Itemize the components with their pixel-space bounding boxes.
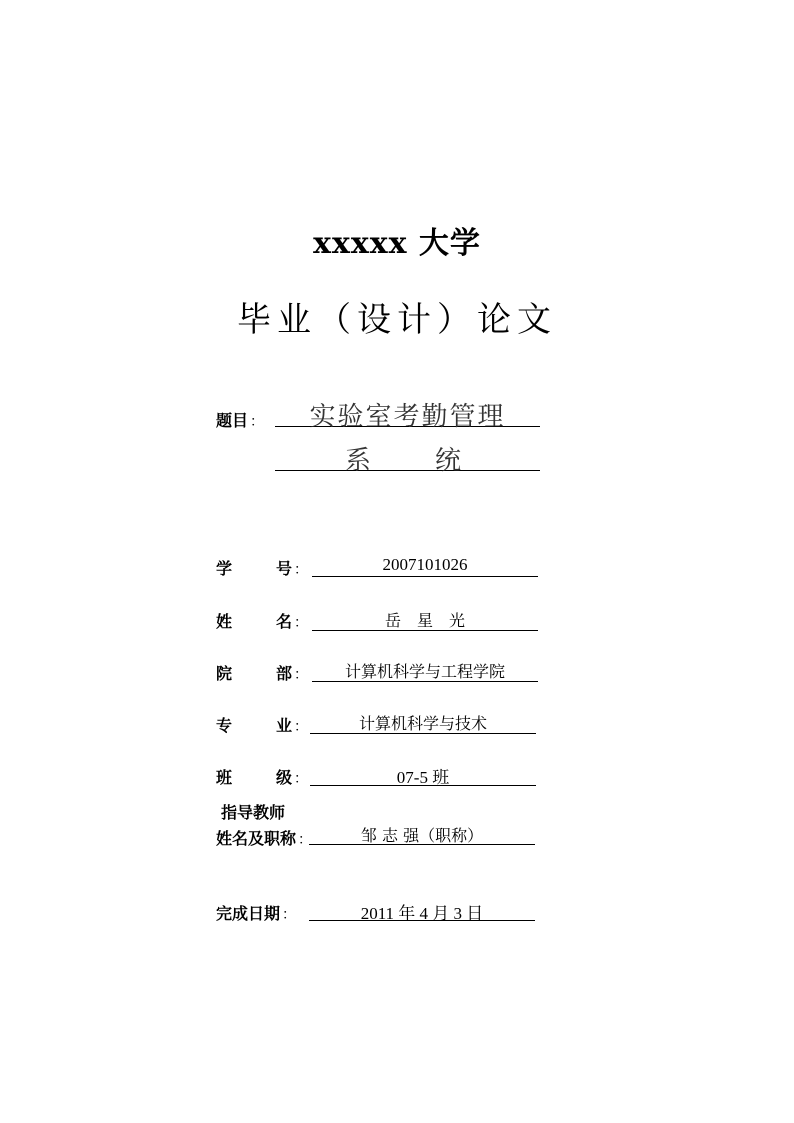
student-id-label xyxy=(216,556,309,578)
topic-text-1: 实验室考勤管理 xyxy=(309,402,506,432)
class-value: 07-5 班 xyxy=(396,768,450,787)
advisor-label-line1: 指导教师 xyxy=(221,803,286,822)
major-label-a: 专 xyxy=(216,716,233,735)
student-id-line xyxy=(312,555,538,577)
advisor-line xyxy=(309,823,535,845)
topic-label-text: 题目 xyxy=(216,411,249,430)
topic-line-2 xyxy=(275,440,540,476)
major-label xyxy=(216,713,309,735)
department-line xyxy=(312,659,538,682)
name-value: 岳 星 光 xyxy=(384,611,465,630)
name-label xyxy=(216,609,309,631)
topic-text-2a: 系 xyxy=(345,446,374,476)
topic-colon: ： xyxy=(250,414,265,430)
department-value: 计算机科学与工程学院 xyxy=(344,662,505,681)
name-label-a: 姓 xyxy=(216,612,233,631)
major-value: 计算机科学与技术 xyxy=(358,714,487,733)
major-line xyxy=(310,711,536,734)
topic-line-1 xyxy=(275,396,540,432)
student-id-label-b: 号 ： xyxy=(276,559,309,578)
thesis-title: 毕业（设计）论文 xyxy=(237,300,557,340)
department-label-b: 部 ： xyxy=(276,664,309,683)
class-line xyxy=(310,763,536,786)
student-id-label-a: 学 xyxy=(216,559,233,578)
name-label-b: 名 ： xyxy=(276,612,309,631)
advisor-value: 邹 志 强（职称） xyxy=(360,826,484,845)
date-label: 完成日期 ： xyxy=(216,904,297,923)
department-label-a: 院 xyxy=(216,664,233,683)
class-label xyxy=(216,765,309,787)
student-id-value: 2007101026 xyxy=(382,555,468,574)
department-label xyxy=(216,661,309,683)
major-label-b: 业 ： xyxy=(276,716,309,735)
name-line xyxy=(312,608,538,631)
topic-text-2b: 统 xyxy=(435,446,464,476)
class-label-a: 班 xyxy=(216,768,233,787)
date-value: 2011 年 4 月 3 日 xyxy=(360,904,484,923)
topic-label xyxy=(216,408,264,431)
class-label-b: 级 ： xyxy=(276,768,309,787)
university-name: xxxxx 大学 xyxy=(313,226,481,261)
advisor-label-line2: 姓名及职称 ： xyxy=(216,829,313,848)
date-line xyxy=(309,899,535,921)
